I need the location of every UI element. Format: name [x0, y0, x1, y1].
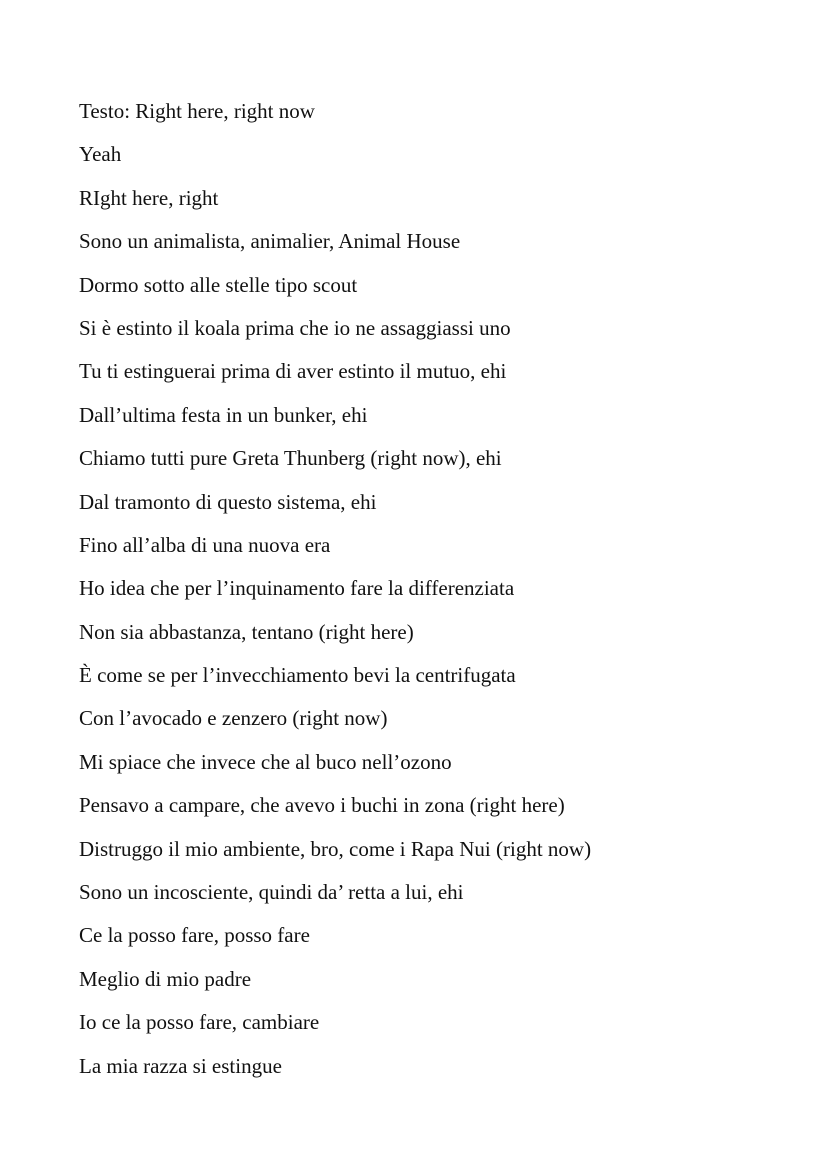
lyrics-line: Fino all’alba di una nuova era [79, 532, 331, 557]
lyrics-line: Io ce la posso fare, cambiare [79, 1010, 320, 1035]
lyrics-line: Meglio di mio padre [79, 966, 252, 991]
lyrics-line: Sono un incosciente, quindi da’ retta a lui, ehi [79, 880, 464, 905]
lyrics-line: Chiamo tutti pure Greta Thunberg (right now), ehi [79, 446, 502, 471]
lyrics-line: È come se per l’invecchiamento bevi la centrifugata [79, 663, 516, 688]
lyrics-line: Con l’avocado e zenzero (right now) [79, 706, 388, 731]
lyrics-line: Dall’ultima festa in un bunker, ehi [79, 402, 368, 427]
lyrics-line: Non sia abbastanza, tentano (right here) [79, 619, 414, 644]
lyrics-line: Mi spiace che invece che al buco nell’ozono [79, 749, 452, 774]
lyrics-line: Dormo sotto alle stelle tipo scout [79, 272, 358, 297]
lyrics-line: La mia razza si estingue [79, 1053, 282, 1078]
lyrics-line: Ce la posso fare, posso fare [79, 923, 310, 948]
lyrics-line: Si è estinto il koala prima che io ne assaggiassi uno [79, 315, 511, 340]
lyrics-line: Distruggo il mio ambiente, bro, come i Rapa Nui (right now) [79, 836, 592, 861]
lyrics-line: Sono un animalista, animalier, Animal House [79, 229, 461, 254]
lyrics-line: Yeah [79, 142, 122, 167]
lyrics-line: Ho idea che per l’inquinamento fare la differenziata [79, 576, 515, 601]
lyrics-line: Dal tramonto di questo sistema, ehi [79, 489, 377, 514]
lyrics-line: Tu ti estinguerai prima di aver estinto il mutuo, ehi [79, 359, 507, 384]
lyrics-line: RIght here, right [79, 185, 219, 210]
lyrics-line: Pensavo a campare, che avevo i buchi in zona (right here) [79, 793, 565, 818]
lyrics-text [79, 97, 591, 1095]
lyrics-line-title: Testo: Right here, right now [79, 99, 315, 123]
